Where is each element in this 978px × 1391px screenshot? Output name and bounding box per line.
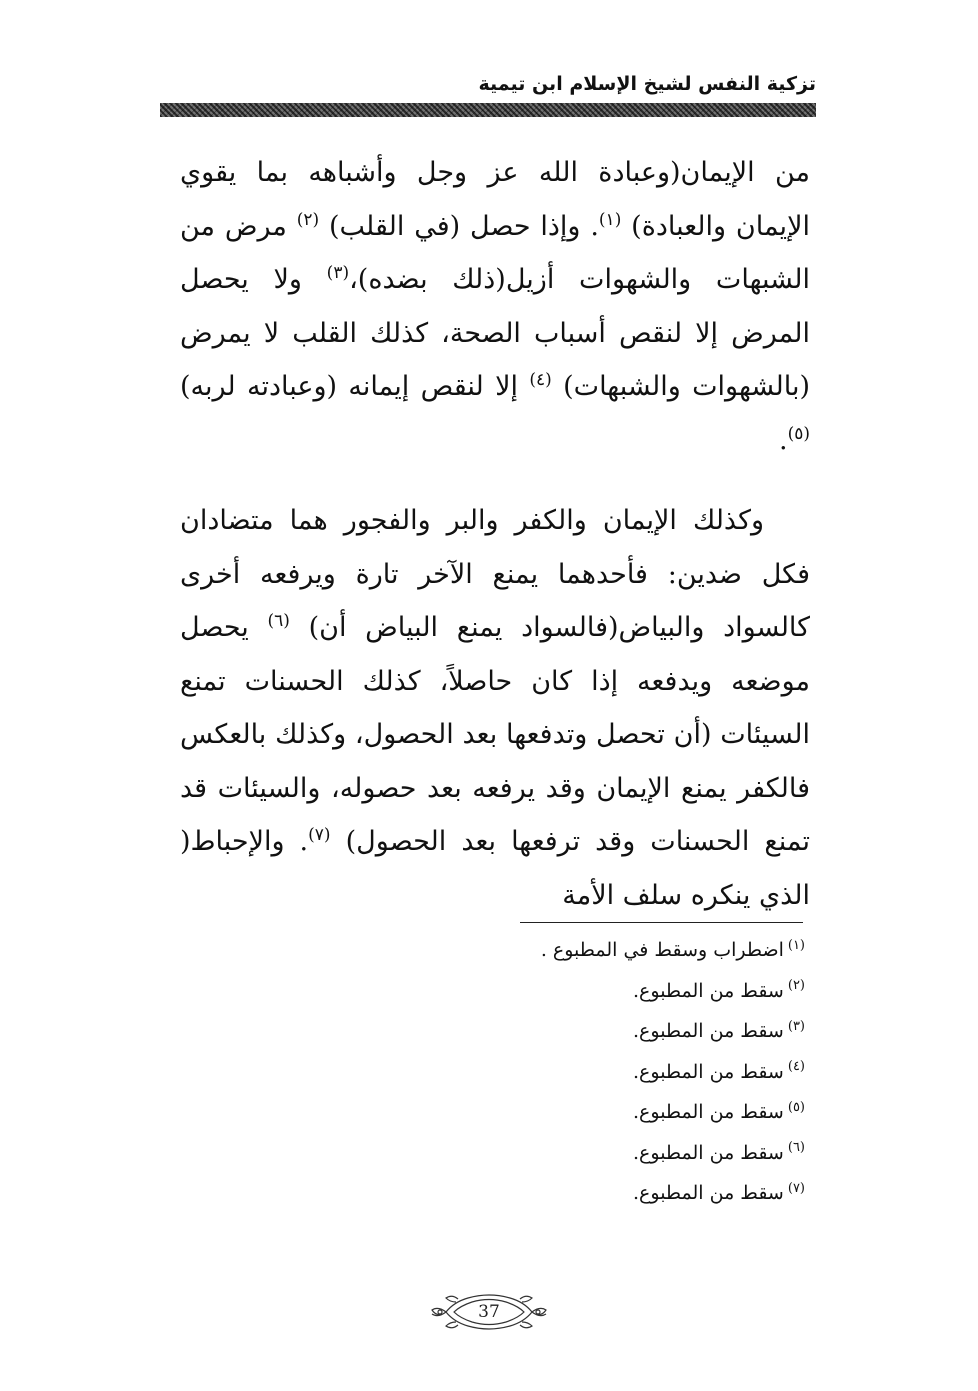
running-header-title: تزكية النفس لشيخ الإسلام ابن تيمية xyxy=(478,73,816,95)
footnote-text: سقط من المطبوع. xyxy=(633,979,784,1002)
footnote-reference[interactable]: (١) xyxy=(598,209,622,230)
footnote-number: (٢) xyxy=(787,978,805,994)
footnote-item xyxy=(420,1052,805,1093)
page-number-ornament xyxy=(428,1290,550,1334)
footnote-text: سقط من المطبوع. xyxy=(633,1182,784,1204)
text-segment: من الإيمان(وعبادة الله عز وجل وأشباهه بما يقوي الإيمان والعبادة) xyxy=(180,157,810,242)
footnote-text: سقط من المطبوع. xyxy=(633,1060,784,1083)
footnote-separator xyxy=(520,922,803,923)
text-segment: وكذلك الإيمان والكفر والبر والفجور هما متضادان فكل ضدين: فأحدهما يمنع الآخر تارة ويرفعه أخرى كالسواد والبياض(فالسواد يمنع البياض أن) xyxy=(180,505,811,643)
footnote-reference[interactable]: (٤) xyxy=(529,370,552,390)
text-segment: إلا لنقص إيمانه (وعبادته لربه) xyxy=(180,371,530,402)
footnotes-list xyxy=(420,930,805,1214)
footnote-number: (٦) xyxy=(787,1140,805,1156)
paragraph-2 xyxy=(180,494,810,922)
main-text xyxy=(180,146,810,922)
footnote-number: (١) xyxy=(787,937,805,953)
footnote-item xyxy=(420,1092,805,1133)
footnote-number: (٤) xyxy=(787,1059,805,1075)
text-segment: . والإحباط( الذي ينكره سلف الأمة xyxy=(180,826,810,911)
text-segment: يحصل موضعه ويدفعه إذا كان حاصلاً، كذلك الحسنات تمنع السيئات (أن تحصل وتدفعها بعد الحصول، وكذلك بالعكس فالكفر يمنع الإيمان وقد يرفعه بعد حصوله، والسيئات قد تمنع الحسنات وقد ترفعها بعد الحصول) xyxy=(180,612,810,857)
footnote-text: اضطراب وسقط في المطبوع . xyxy=(540,939,784,961)
footnote-number: (٣) xyxy=(787,1018,805,1034)
footnote-number: (٧) xyxy=(787,1180,805,1196)
footnote-text: سقط من المطبوع. xyxy=(633,1020,784,1042)
paragraph-1 xyxy=(180,146,810,467)
footnote-item xyxy=(420,930,805,971)
footnote-text: سقط من المطبوع. xyxy=(633,1141,784,1164)
footnote-item xyxy=(420,1133,805,1174)
footnote-item xyxy=(420,1173,805,1214)
text-segment: ولا يحصل المرض إلا لنقص أسباب الصحة، كذلك القلب لا يمرض (بالشهوات والشبهات) xyxy=(180,264,810,402)
footnote-reference[interactable]: (٢) xyxy=(296,209,320,230)
page-number: 37 xyxy=(478,1302,500,1322)
footnote-reference[interactable]: (٦) xyxy=(267,611,290,631)
text-segment: . وإذا حصل (في القلب) xyxy=(319,210,599,242)
footnote-reference[interactable]: (٥) xyxy=(787,423,810,444)
footnote-item xyxy=(420,1011,805,1052)
footnote-number: (٥) xyxy=(787,1099,805,1115)
header-hatched-rule xyxy=(160,103,816,117)
text-segment: مرض من الشبهات والشهوات أزيل(ذلك بضده)، xyxy=(180,210,810,295)
footnote-reference[interactable]: (٧) xyxy=(308,825,331,845)
footnote-text: سقط من المطبوع. xyxy=(633,1101,784,1123)
footnote-item xyxy=(420,971,805,1012)
text-segment: . xyxy=(778,424,788,456)
footnote-reference[interactable]: (٣) xyxy=(326,263,350,283)
